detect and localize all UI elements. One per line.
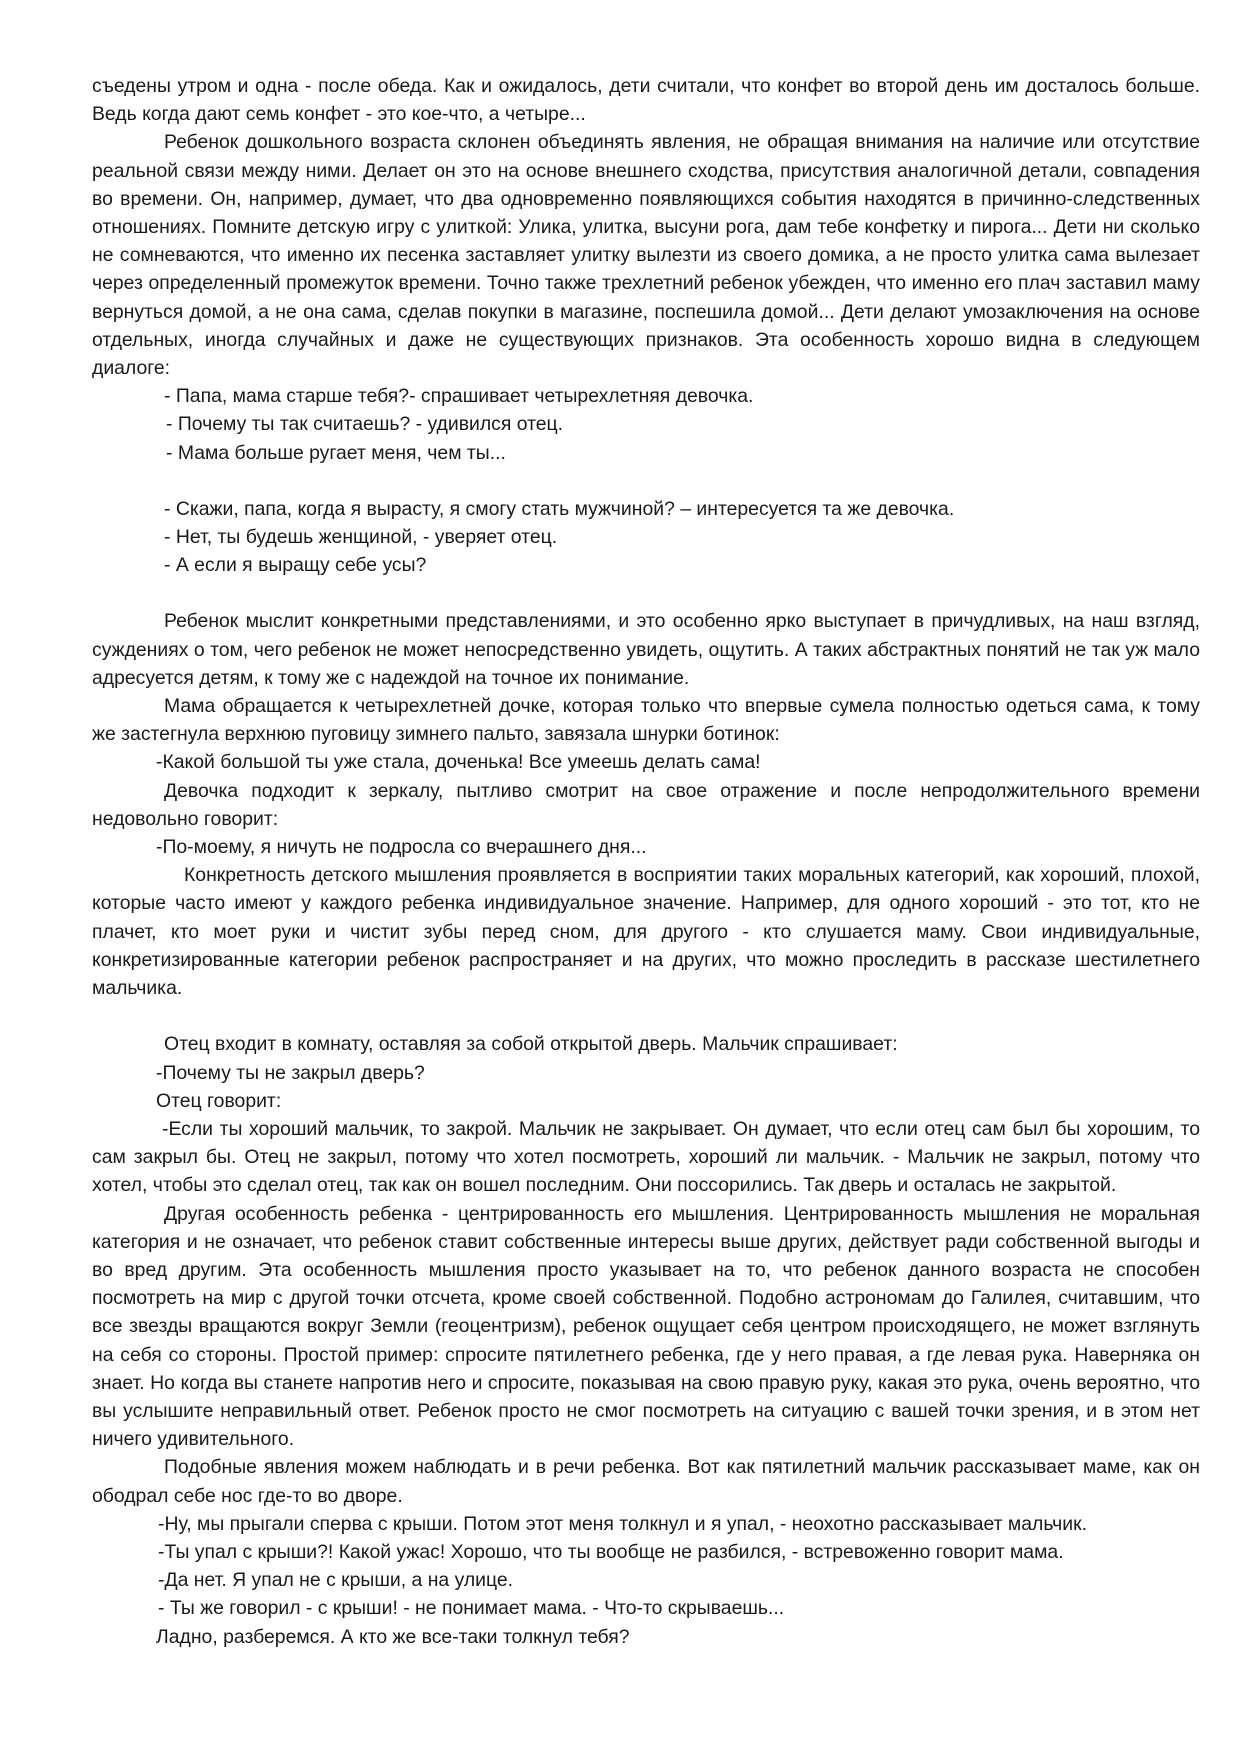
dialogue-line: - Папа, мама старше тебя?- спрашивает четырехлетняя девочка. — [164, 385, 754, 408]
dialogue-line: -Ну, мы прыгали сперва с крыши. Потом этот меня толкнул и я упал, - неохотно рассказывает мальчик. — [158, 1512, 1087, 1535]
story-line: Отец входит в комнату, оставляя за собой открытой дверь. Мальчик спрашивает: — [164, 1033, 898, 1056]
blank-line — [92, 467, 1200, 495]
dialogue-line: - Мама больше ругает меня, чем ты... — [166, 441, 506, 464]
dialogue-line: - Ты же говорил - с крыши! - не понимает мама. - Что-то скрываешь... — [158, 1597, 785, 1620]
paragraph-concrete-thinking: Ребенок мыслит конкретными представлениями, и это особенно ярко выступает в причудливых, на наш взгляд, суждениях о том, чего ребенок не может непосредственно увидеть, ощутить. А таких абстрактных понятий не так уж мало адресуется детям, к тому же с надеждой на точное их понимание. — [92, 610, 1200, 689]
paragraph-linking-phenomena: Ребенок дошкольного возраста склонен объединять явления, не обращая внимания на наличие или отсутствие реальной связи между ними. Делает он это на основе внешнего сходства, присутствия аналогичной детали, совпадения во времени. Он, например, думает, что два одновременно появляющихся события находятся в причинно-следственных отношениях. Помните детскую игру с улиткой: Улика, улитка, высуни рога, дам тебе конфетку и пирога... Дети ни сколько не сомневаются, что именно их песенка заставляет улитку вылезти из своего домика, а не просто улитка сама вылезает через определенный промежуток времени. Точно также трехлетний ребенок убежден, что именно его плач заставил маму вернуться домой, а не она сама, сделав покупки в магазине, поспешила домой... Дети делают умозаключения на основе отдельных, иногда случайных и даже не существующих признаков. Эта особенность хорошо видна в следующем диалоге: — [92, 131, 1200, 380]
dialogue-line: - Почему ты так считаешь? - удивился отец. — [166, 413, 564, 436]
dialogue-line: -По-моему, я ничуть не подросла со вчерашнего дня... — [156, 836, 647, 859]
paragraph-centration: Другая особенность ребенка - центрированность его мышления. Центрированность мышления не моральная категория и не означает, что ребенок ставит собственные интересы выше других, действует ради собственной выгоды и во вред другим. Эта особенность мышления просто указывает на то, что ребенок данного возраста не способен посмотреть на мир с другой точки отсчета, кроме своей собственной. Подобно астрономам до Галилея, считавшим, что все звезды вращаются вокруг Земли (геоцентризм), ребенок ощущает себя центром происходящего, не может взглянуть на себя со стороны. Простой пример: спросите пятилетнего ребенка, где у него правая, а где левая рука. Наверняка он знает. Но когда вы станете напротив него и спросите, показывая на свою правую руку, какая это рука, очень вероятно, что вы услышите неправильный ответ. Ребенок просто не смог посмотреть на ситуацию с вашей точки зрения, и в этом нет ничего удивительного. — [92, 1202, 1200, 1451]
paragraph-candies-end: съедены утром и одна - после обеда. Как и ожидалось, дети считали, что конфет во второй день им досталось больше. Ведь когда дают семь конфет - это кое-что, а четыре... — [92, 75, 1200, 126]
document-page — [92, 72, 1200, 1651]
paragraph-mother-daughter: Мама обращается к четырехлетней дочке, которая только что впервые сумела полностью одеться сама, к тому же застегнула верхнюю пуговицу зимнего пальто, завязала шнурки ботинок: — [92, 695, 1200, 746]
paragraph-speech: Подобные явления можем наблюдать и в речи ребенка. Вот как пятилетний мальчик рассказывает маме, как он ободрал себе нос где-то во дворе. — [92, 1456, 1200, 1507]
dialogue-line: -Ты упал с крыши?! Какой ужас! Хорошо, что ты вообще не разбился, - встревоженно говорит мама. — [158, 1540, 1064, 1563]
blank-line — [92, 1002, 1200, 1030]
blank-line — [92, 579, 1200, 607]
dialogue-line: -Да нет. Я упал не с крыши, а на улице. — [158, 1569, 514, 1592]
dialogue-line: -Почему ты не закрыл дверь? — [156, 1061, 425, 1084]
story-line: Отец говорит: — [156, 1089, 282, 1112]
paragraph-moral-categories: Конкретность детского мышления проявляется в восприятии таких моральных категорий, как хороший, плохой, которые часто имеют у каждого ребенка индивидуальное значение. Например, для одного хороший - это тот, кто не плачет, кто моет руки и чистит зубы перед сном, для другого - кто слушается маму. Свои индивидуальные, конкретизированные категории ребенок распространяет и на других, что можно проследить в рассказе шестилетнего мальчика. — [92, 864, 1200, 1000]
dialogue-line: - А если я выращу себе усы? — [164, 554, 427, 577]
dialogue-line: - Скажи, папа, когда я вырасту, я смогу стать мужчиной? – интересуется та же девочка. — [164, 497, 955, 520]
dialogue-line: - Нет, ты будешь женщиной, - уверяет отец. — [164, 526, 558, 549]
paragraph-door-story: -Если ты хороший мальчик, то закрой. Мальчик не закрывает. Он думает, что если отец сам был бы хорошим, то сам закрыл бы. Отец не закрыл, потому что хотел посмотреть, хороший ли мальчик. - Мальчик не закрыл, потому что хотел, чтобы это сделал отец, так как он вошел последним. Они поссорились. Так дверь и осталась не закрытой. — [92, 1117, 1200, 1197]
dialogue-line: -Какой большой ты уже стала, доченька! Все умеешь делать сама! — [156, 751, 761, 774]
dialogue-line: Ладно, разберемся. А кто же все-таки толкнул тебя? — [156, 1625, 630, 1648]
paragraph-mirror: Девочка подходит к зеркалу, пытливо смотрит на свое отражение и после непродолжительного времени недовольно говорит: — [92, 779, 1200, 830]
